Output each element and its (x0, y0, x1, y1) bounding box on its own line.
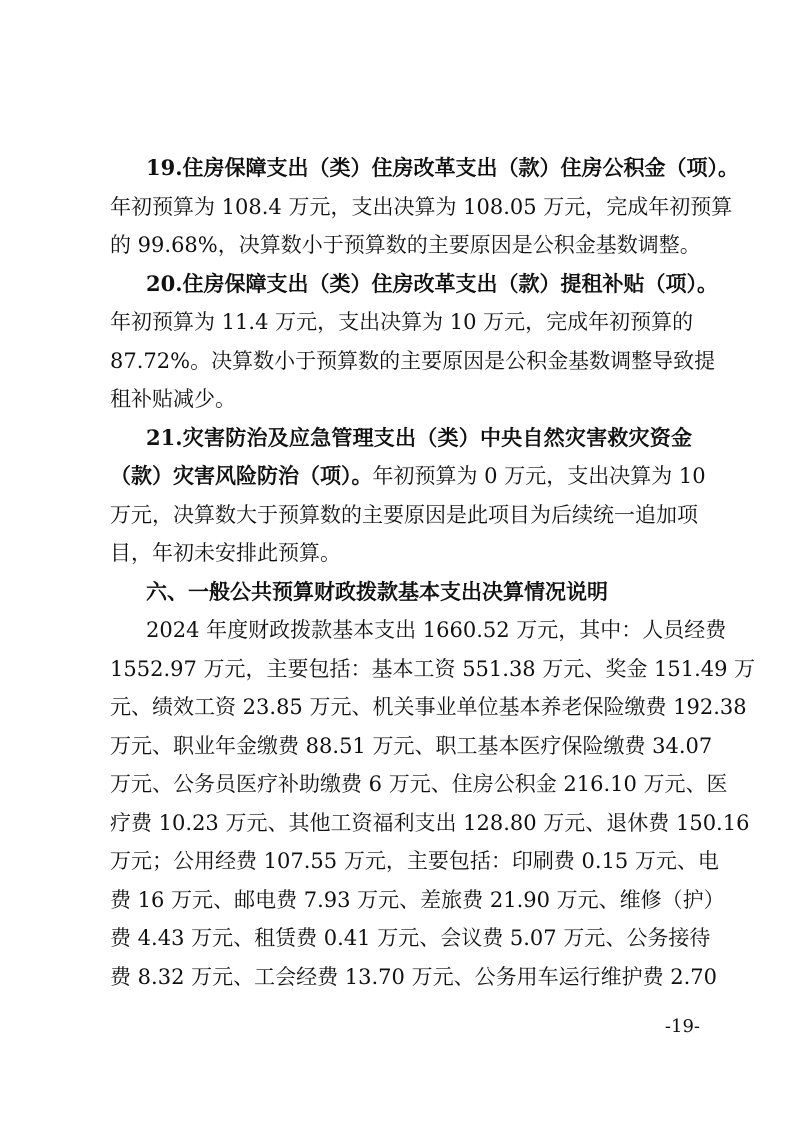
item-20-line-3: 87.72%。决算数小于预算数的主要原因是公积金基数调整导致提 (110, 348, 716, 373)
section-6-line: 2024 年度财政拨款基本支出 1660.52 万元，其中：人员经费 (146, 618, 727, 642)
section-6-line: 万元、职业年金缴费 88.51 万元、职工基本医疗保险缴费 34.07 (110, 733, 713, 758)
section-6-line: 1552.97 万元，主要包括：基本工资 551.38 万元、奖金 151.49 万 (110, 656, 756, 681)
item-21-line-4: 目，年初未安排此预算。 (110, 541, 341, 565)
item-20-title: 20.住房保障支出（类）住房改革支出（款）提租补贴（项）。 (146, 270, 719, 296)
item-19-line-3: 的 99.68%，决算数小于预算数的主要原因是公积金基数调整。 (110, 233, 701, 257)
item-20-line-4: 租补贴减少。 (110, 387, 236, 411)
item-21-line-2-text: 年初预算为 0 万元，支出决算为 10 (372, 464, 706, 488)
section-6-line: 万元、公务员医疗补助缴费 6 万元、住房公积金 216.10 万元、医 (110, 772, 728, 796)
item-21-line-3: 万元，决算数大于预算数的主要原因是此项目为后续统一追加项 (110, 502, 698, 527)
item-21-title-1: 21.灾害防治及应急管理支出（类）中央自然灾害救灾资金 (146, 424, 692, 450)
section-6-line: 疗费 10.23 万元、其他工资福利支出 128.80 万元、退休费 150.16 (110, 810, 750, 835)
section-6-line: 费 16 万元、邮电费 7.93 万元、差旅费 21.90 万元、维修（护） (110, 887, 725, 912)
section-6-line: 元、绩效工资 23.85 万元、机关事业单位基本养老保险缴费 192.38 (110, 695, 747, 719)
page-number: -19- (664, 1016, 700, 1037)
item-21-title-2: （款）灾害风险防治（项）。 (110, 463, 373, 488)
item-19-line-2: 年初预算为 108.4 万元，支出决算为 108.05 万元，完成年初预算 (110, 194, 733, 219)
section-6-heading: 六、一般公共预算财政拨款基本支出决算情况说明 (146, 578, 608, 604)
section-6-line: 费 8.32 万元、工会经费 13.70 万元、公务用车运行维护费 2.70 (110, 964, 718, 989)
item-20-line-2: 年初预算为 11.4 万元，支出决算为 10 万元，完成年初预算的 (110, 310, 694, 334)
body-text (110, 149, 756, 996)
item-19-title: 19.住房保障支出（类）住房改革支出（款）住房公积金（项）。 (146, 155, 740, 180)
section-6-line: 万元；公用经费 107.55 万元，主要包括：印刷费 0.15 万元、电 (110, 849, 719, 873)
item-21-line-2 (110, 457, 706, 496)
section-6-line: 费 4.43 万元、租赁费 0.41 万元、会议费 5.07 万元、公务接待 (110, 926, 711, 950)
